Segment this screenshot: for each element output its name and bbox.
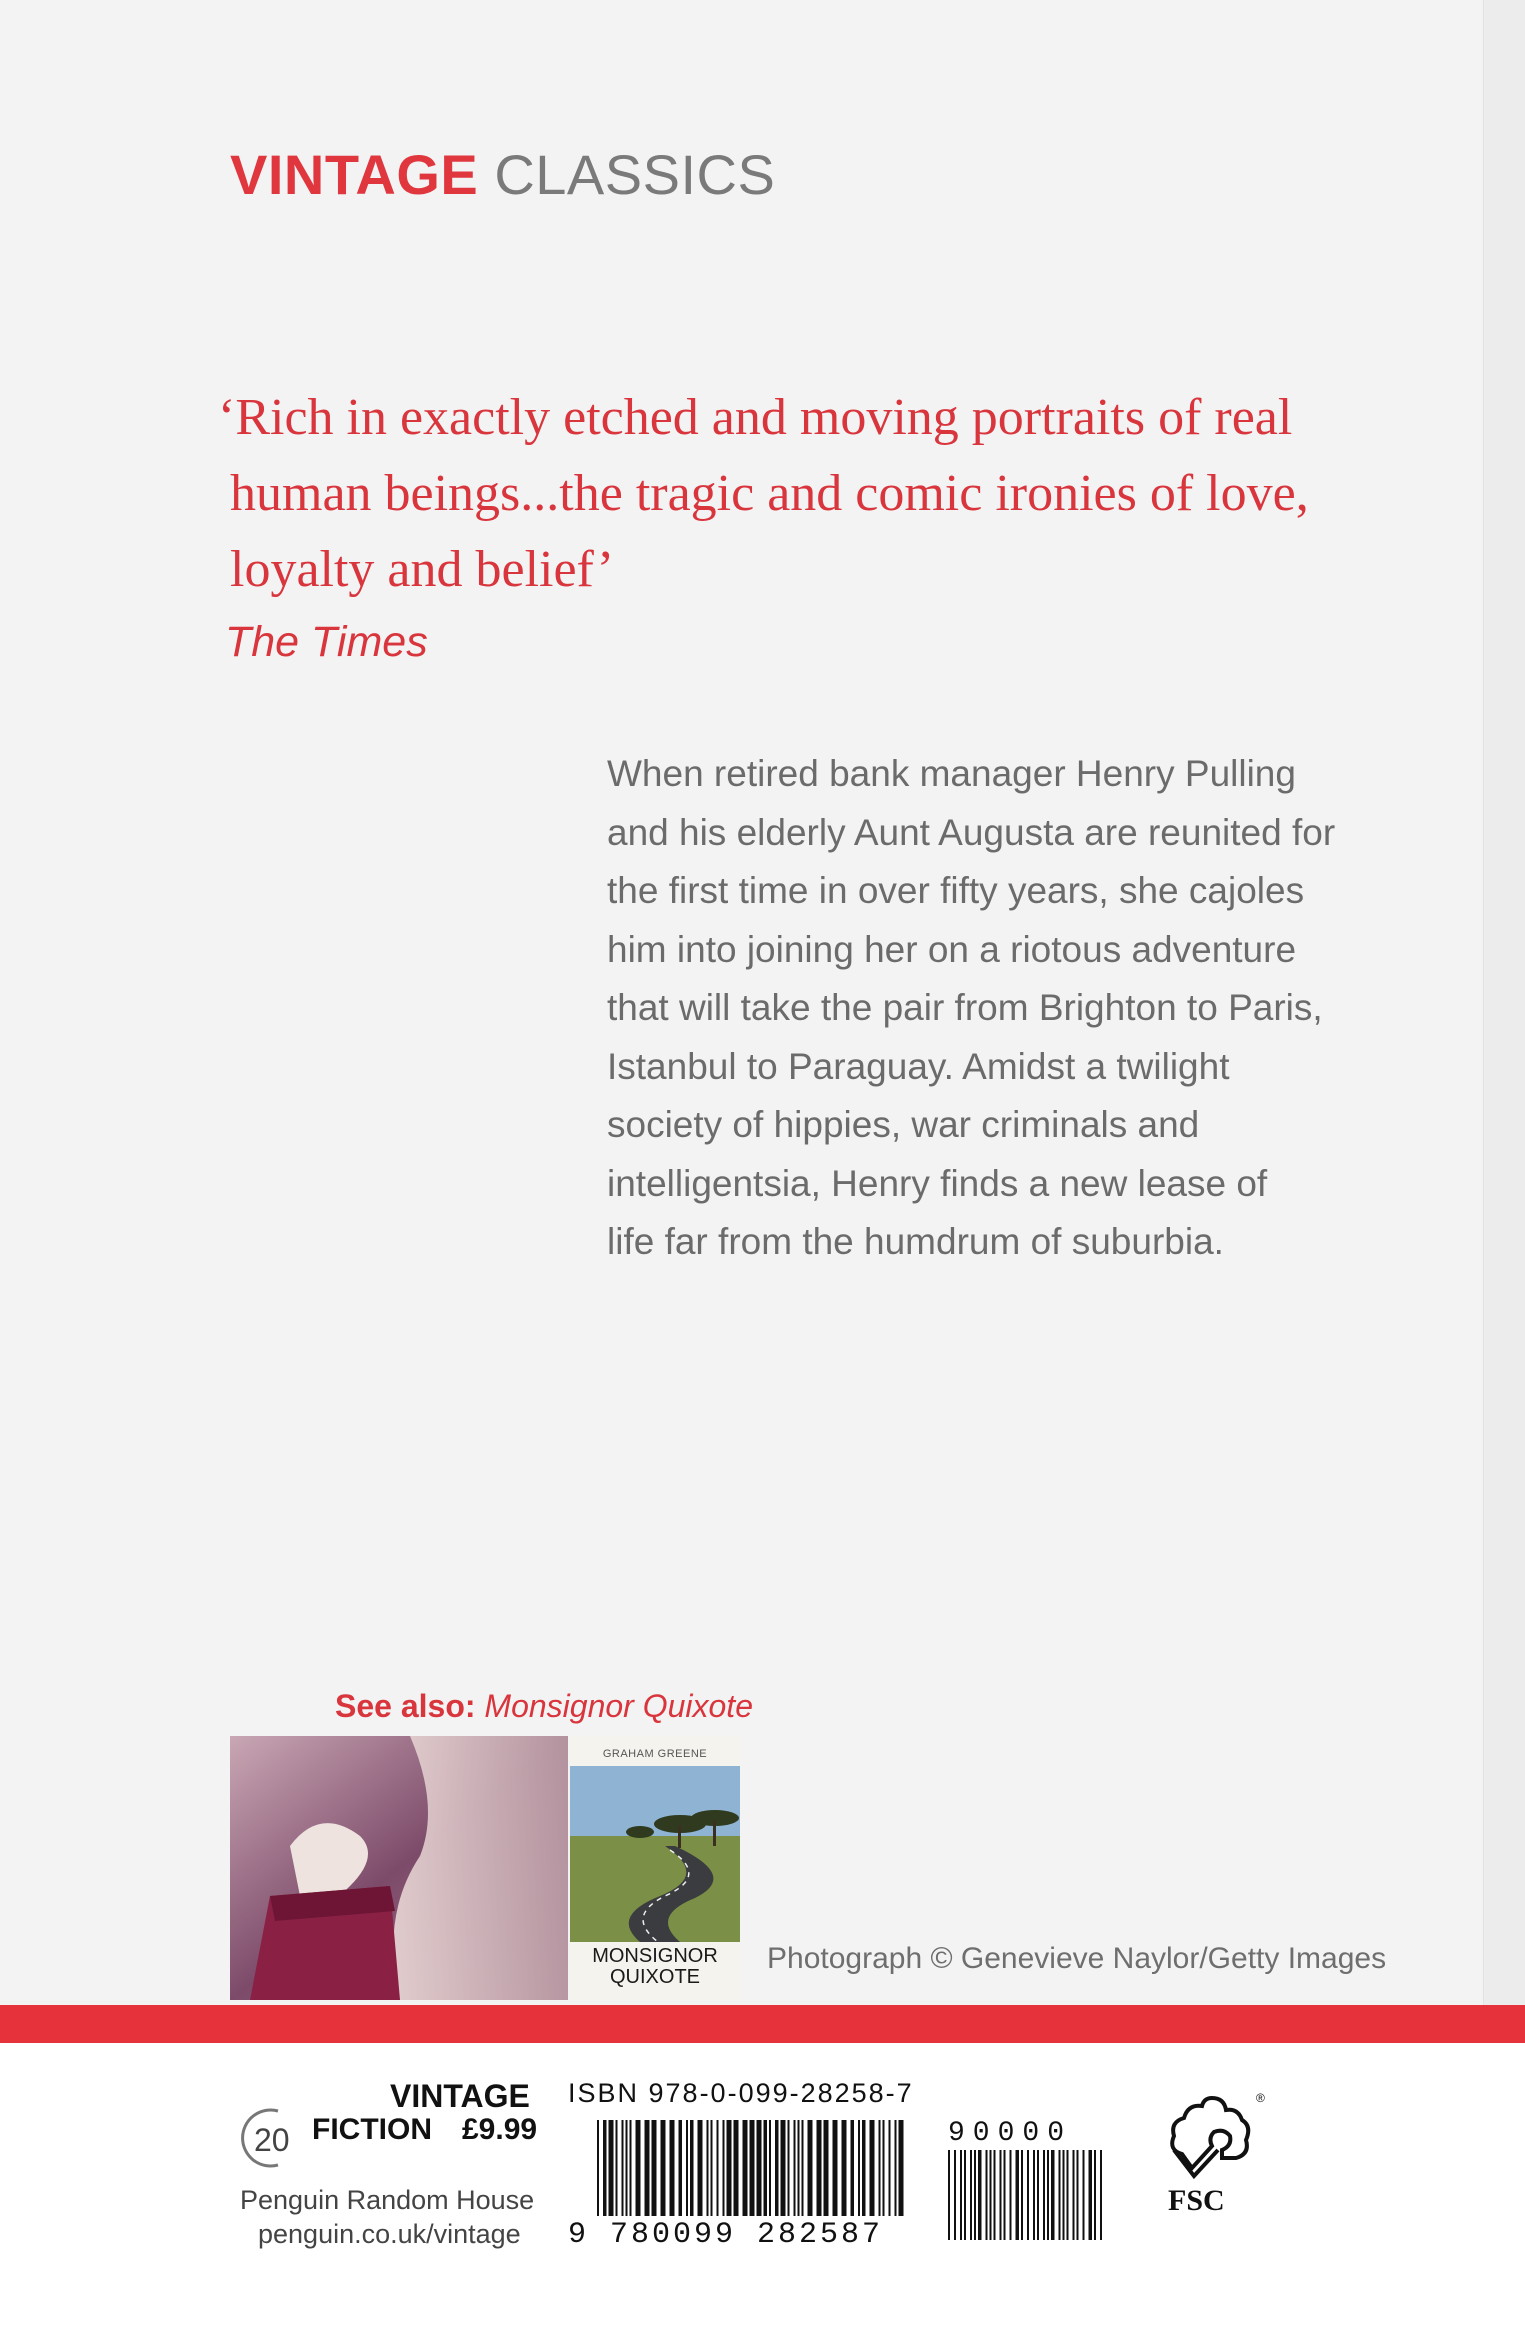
barcode-bar xyxy=(1067,2150,1069,2240)
barcode-bar xyxy=(670,2120,675,2216)
barcode-bar xyxy=(717,2120,719,2216)
barcode-bar xyxy=(769,2120,771,2216)
isbn-barcode xyxy=(597,2120,907,2216)
barcode-bar xyxy=(970,2150,972,2240)
barcode-bar xyxy=(1051,2150,1055,2240)
barcode-bar xyxy=(707,2120,709,2216)
barcode-bar xyxy=(842,2120,847,2216)
barcode-bar xyxy=(1059,2150,1061,2240)
blurb-line: Istanbul to Paraguay. Amidst a twilight xyxy=(607,1045,1230,1087)
barcode-bar xyxy=(899,2120,904,2216)
blurb-line: society of hippies, war criminals and xyxy=(607,1104,1200,1145)
fsc-text: FSC xyxy=(1168,2184,1225,2217)
barcode-bar xyxy=(802,2120,804,2216)
blurb-line: When retired bank manager Henry Pulling xyxy=(607,753,1296,794)
barcode-bar xyxy=(1033,2150,1035,2240)
barcode-bar xyxy=(990,2150,992,2240)
accent-band xyxy=(0,2005,1525,2043)
photo-credit: Photograph © Genevieve Naylor/Getty Images xyxy=(767,1942,1387,1975)
barcode-bar xyxy=(652,2120,657,2216)
publisher-url: penguin.co.uk/vintage xyxy=(258,2219,521,2249)
barcode-bar xyxy=(1021,2150,1023,2240)
see-also-title: Monsignor Quixote xyxy=(484,1688,753,1724)
barcode-bar xyxy=(1004,2150,1006,2240)
barcode-bar xyxy=(978,2150,982,2240)
blurb-line: life far from the humdrum of suburbia. xyxy=(607,1221,1224,1262)
quote-line: human beings...the tragic and comic ironies of love, xyxy=(230,465,1309,522)
barcode-bar xyxy=(833,2120,838,2216)
barcode-bar xyxy=(1063,2150,1065,2240)
registered-mark: ® xyxy=(1256,2091,1265,2105)
barcode-bar xyxy=(622,2120,624,2216)
barcode-bar xyxy=(1100,2150,1102,2240)
barcode-bar xyxy=(960,2150,962,2240)
related-book-cover xyxy=(570,1736,740,2000)
barcode-bar xyxy=(603,2120,607,2216)
see-also xyxy=(335,1688,753,1725)
barcode-bar xyxy=(1083,2150,1085,2240)
barcode-bar xyxy=(636,2120,641,2216)
barcode-bar xyxy=(743,2120,748,2216)
barcode-bar xyxy=(808,2120,813,2216)
barcode-bar xyxy=(870,2120,875,2216)
barcode-bar xyxy=(750,2120,755,2216)
barcode-bar xyxy=(948,2150,950,2240)
quote-source: The Times xyxy=(225,618,428,666)
brand-vintage: VINTAGE xyxy=(230,143,479,206)
barcode-bar xyxy=(817,2120,822,2216)
barcode-bar xyxy=(1089,2150,1093,2240)
brand-classics: CLASSICS xyxy=(494,143,776,206)
barcode-bar xyxy=(1043,2150,1045,2240)
barcode-bar xyxy=(794,2120,796,2216)
barcode-digits: 9 780099 282587 xyxy=(568,2218,884,2252)
imprint-label: VINTAGE xyxy=(390,2078,530,2114)
blurb xyxy=(607,745,1407,1272)
barcode-bar xyxy=(824,2120,829,2216)
barcode-bar xyxy=(883,2120,885,2216)
quote-line: loyalty and belief’ xyxy=(230,541,615,598)
barcode-bar xyxy=(609,2120,614,2216)
blurb-line: the first time in over fifty years, she cajoles xyxy=(607,870,1305,911)
barcode-bar xyxy=(723,2120,725,2216)
barcode-bar xyxy=(597,2120,599,2216)
isbn: ISBN 978-0-099-28258-7 xyxy=(568,2078,914,2108)
barcode-bar xyxy=(788,2120,790,2216)
blurb-line: him into joining her on a riotous adventure xyxy=(607,928,1297,970)
barcode-bar xyxy=(679,2120,683,2216)
barcode-bar xyxy=(974,2150,976,2240)
fsc-logo xyxy=(1152,2088,1272,2223)
barcode-bar xyxy=(711,2120,713,2216)
review-quote xyxy=(218,380,1398,608)
barcode-bar xyxy=(645,2120,650,2216)
barcode-bar xyxy=(616,2120,618,2216)
barcode-bar xyxy=(1073,2150,1075,2240)
barcode-bar xyxy=(895,2120,897,2216)
barcode-bar xyxy=(1037,2150,1039,2240)
mini-cover-title: MONSIGNOR QUIXOTE xyxy=(592,1945,718,1988)
barcode-bar xyxy=(764,2120,768,2216)
barcode-bar xyxy=(994,2150,996,2240)
see-also-label: See also: xyxy=(335,1688,476,1724)
barcode-bar xyxy=(690,2120,694,2216)
barcode-bar xyxy=(1000,2150,1002,2240)
road-illustration xyxy=(570,1766,740,1942)
barcode-bar xyxy=(1016,2150,1020,2240)
c20-number: 20 xyxy=(254,2122,290,2158)
barcode-bar xyxy=(798,2120,800,2216)
barcode-bar xyxy=(727,2120,732,2216)
barcode-bar xyxy=(775,2120,779,2216)
blurb-line: intelligentsia, Henry finds a new lease of xyxy=(607,1162,1268,1204)
price-add-on: 90000 xyxy=(948,2118,1073,2149)
barcode-bar xyxy=(1010,2150,1012,2240)
barcode-bar xyxy=(986,2150,988,2240)
publisher-name: Penguin Random House xyxy=(240,2185,535,2215)
barcode-bar xyxy=(698,2120,703,2216)
barcode-bar xyxy=(626,2120,628,2216)
barcode-bar xyxy=(954,2150,956,2240)
blurb-line: that will take the pair from Brighton to Paris, xyxy=(607,987,1323,1028)
barcode-bar xyxy=(630,2120,632,2216)
cover-photo xyxy=(230,1736,568,2000)
barcode-bar xyxy=(862,2120,866,2216)
barcode-bar xyxy=(734,2120,739,2216)
barcode-bar xyxy=(1047,2150,1049,2240)
barcode-bar xyxy=(1094,2150,1096,2240)
barcode-bar xyxy=(964,2150,966,2240)
blurb-line: and his elderly Aunt Augusta are reunited for xyxy=(607,811,1336,853)
add-on-barcode xyxy=(948,2150,1108,2240)
series-logo xyxy=(230,142,775,207)
price: £9.99 xyxy=(462,2113,538,2146)
category-label: FICTION xyxy=(312,2113,432,2146)
barcode-bar xyxy=(889,2120,891,2216)
barcode-bar xyxy=(661,2120,666,2216)
barcode-bar xyxy=(858,2120,860,2216)
mini-cover-author: GRAHAM GREENE xyxy=(602,1748,708,1760)
quote-line: ‘Rich in exactly etched and moving portraits of real xyxy=(218,389,1293,446)
barcode-bar xyxy=(1027,2150,1029,2240)
barcode-bar xyxy=(851,2120,855,2216)
barcode-bar xyxy=(686,2120,688,2216)
barcode-bar xyxy=(1077,2150,1079,2240)
barcode-bar xyxy=(879,2120,881,2216)
c20-logo xyxy=(238,2107,310,2174)
barcode-bar xyxy=(757,2120,762,2216)
spine-edge xyxy=(1483,0,1525,2339)
barcode-bar xyxy=(781,2120,786,2216)
